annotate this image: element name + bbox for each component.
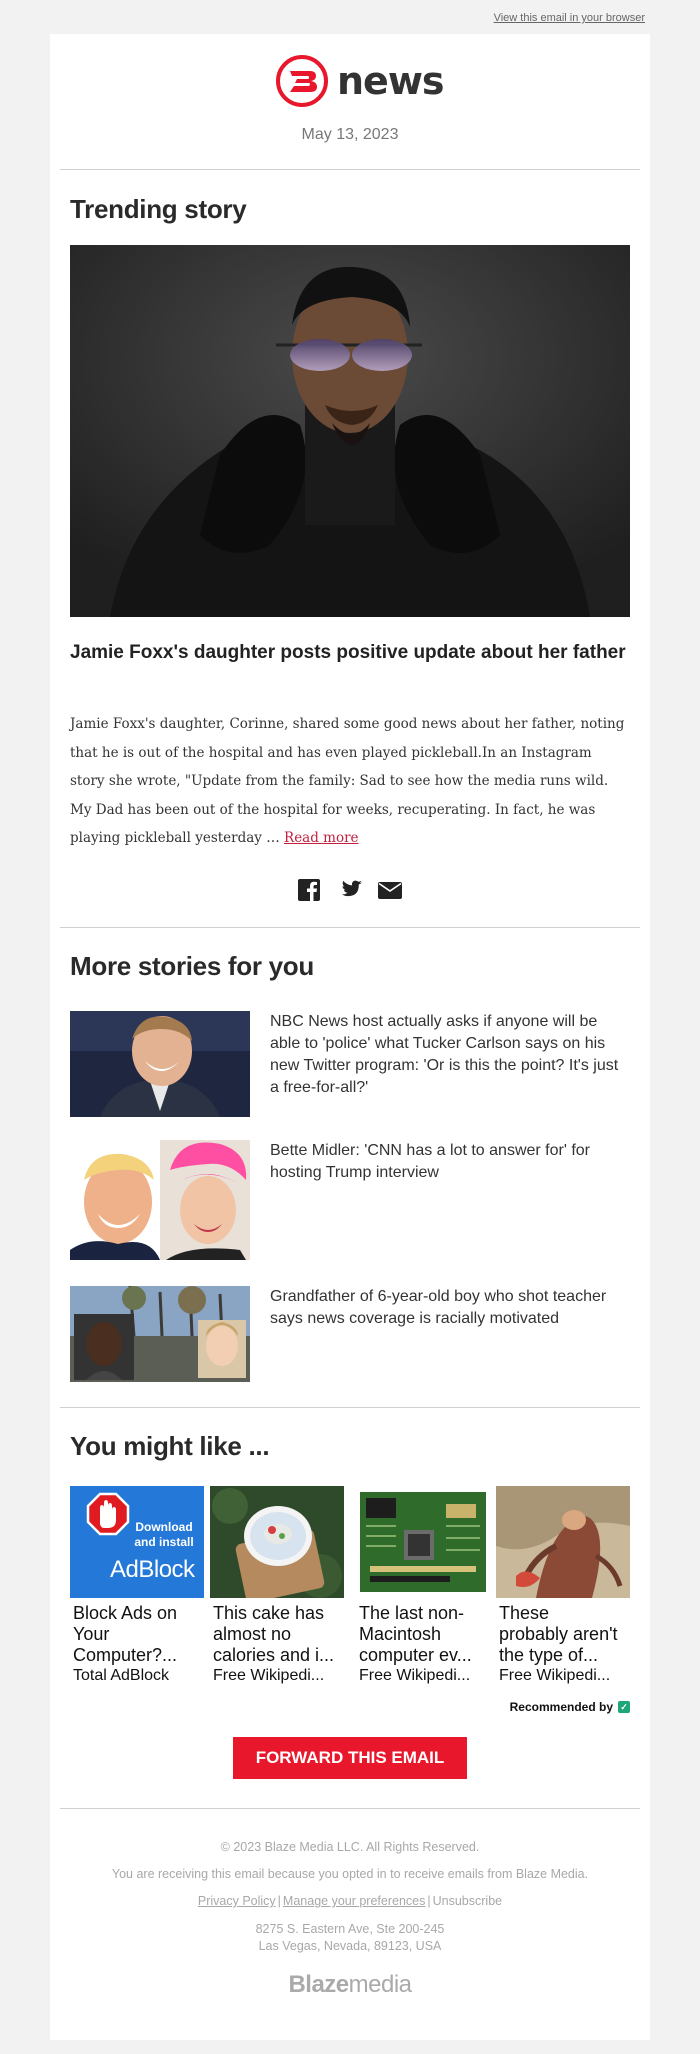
blaze-media-logo[interactable] [50,1971,650,1999]
email-card [50,34,650,2040]
ad-title-line: These [499,1603,550,1623]
ad-title-line: Block Ads on [73,1603,178,1623]
list-item[interactable] [70,1011,630,1121]
ad-title-line: This cake has [213,1603,325,1623]
list-item[interactable] [70,1286,630,1396]
footer-links [50,1894,650,1908]
separator: | [277,1894,281,1908]
you-might-like-section-title: You might like ... [70,1431,270,1461]
divider [60,169,640,170]
email-share-icon[interactable] [377,878,403,902]
ad-image-text: AdBlock [110,1556,195,1583]
opt-in-notice: You are receiving this email because you opted in to receive emails from Blaze Media. [111,1867,589,1881]
separator: | [427,1894,431,1908]
view-in-browser-link[interactable]: View this email in your browser [493,12,645,24]
story-headline[interactable]: Bette Midler: 'CNN has a lot to answer for' for hosting Trump interview [270,1142,591,1181]
recommended-by[interactable] [510,1700,630,1714]
list-item[interactable] [70,1140,630,1250]
ad-title[interactable] [70,1603,204,1666]
read-more-link[interactable]: Read more [284,830,359,846]
ad-title[interactable] [210,1603,344,1666]
forward-email-button[interactable]: FORWARD THIS EMAIL [233,1737,467,1779]
ad-title-line: Macintosh [359,1624,442,1644]
address-line-2: Las Vegas, Nevada, 89123, USA [258,1939,442,1953]
divider [60,927,640,928]
ad-source: Free Wikipedi... [213,1667,325,1684]
divider [60,1407,640,1408]
more-stories-section-title: More stories for you [70,951,314,981]
story-thumbnail[interactable] [70,1286,250,1382]
recommendation-provider-icon: ✓ [618,1701,630,1713]
ad-image[interactable] [356,1486,490,1598]
recommended-item[interactable] [210,1486,344,1686]
trending-summary [70,710,630,853]
story-headline[interactable]: NBC News host actually asks if anyone will be able to 'police' what Tucker Carlson says on his new Twitter program: 'Or is this the point? It's just a free-for-all?' [270,1013,619,1096]
ad-title-line: Computer?... [73,1645,178,1665]
recommended-item[interactable] [496,1486,630,1686]
ad-source: Free Wikipedi... [359,1667,471,1684]
ad-title-line: computer ev... [359,1645,472,1665]
recommended-by-label: Recommended by [509,1700,613,1714]
ad-title[interactable] [356,1603,490,1666]
ad-image[interactable] [496,1486,630,1598]
brand-name: news [337,59,444,103]
recommended-item[interactable] [70,1486,204,1686]
ad-title-line: probably aren't [499,1624,618,1644]
privacy-policy-link[interactable]: Privacy Policy [197,1894,276,1908]
brand-word: media [348,1971,412,1998]
ad-image-text: and install [134,1535,194,1549]
portrait-illustration [70,245,630,617]
ad-title-line: the type of... [499,1645,599,1665]
ad-source: Total AdBlock [73,1667,170,1684]
ad-title-line: almost no [213,1624,292,1644]
divider [60,1808,640,1809]
facebook-icon[interactable] [297,878,323,902]
trending-body-text: Jamie Foxx's daughter, Corinne, shared some good news about her father, noting that he is out of the hospital and has even played pickleball.In an Instagram story she wrote, "Update from the family: Sad to see how the media runs wild. My Dad has been out of the hospital for weeks, recuperating. In fact, he was playing pickleball yesterday … [70,716,625,846]
story-thumbnail[interactable] [70,1011,250,1117]
trending-story-image[interactable] [70,245,630,617]
ad-title[interactable] [496,1603,630,1666]
issue-date: May 13, 2023 [301,126,399,143]
ad-source: Free Wikipedi... [499,1667,611,1684]
address-line-1: 8275 S. Eastern Ave, Ste 200-245 [255,1922,445,1936]
manage-preferences-link[interactable]: Manage your preferences [282,1894,426,1908]
trending-headline[interactable]: Jamie Foxx's daughter posts positive update about her father [70,642,626,663]
twitter-icon[interactable] [337,878,363,902]
ad-title-line: The last non- [359,1603,465,1623]
story-headline[interactable]: Grandfather of 6-year-old boy who shot teacher says news coverage is racially motivated [270,1288,607,1327]
trending-section-title: Trending story [70,194,247,224]
recommended-item[interactable] [356,1486,490,1686]
share-bar [50,878,650,902]
ad-title-line: calories and i... [213,1645,335,1665]
ad-title-line: Your [73,1624,110,1644]
unsubscribe-link[interactable]: Unsubscribe [432,1894,503,1908]
ad-image-text: Download [135,1520,193,1534]
ad-image[interactable] [70,1486,204,1598]
copyright: © 2023 Blaze Media LLC. All Rights Reserved. [220,1840,480,1854]
ad-image[interactable] [210,1486,344,1598]
blaze-logo-icon [275,54,329,108]
brand-word: Blaze [288,1971,349,1998]
story-thumbnail[interactable] [70,1140,250,1260]
blaze-news-logo[interactable] [275,54,444,108]
